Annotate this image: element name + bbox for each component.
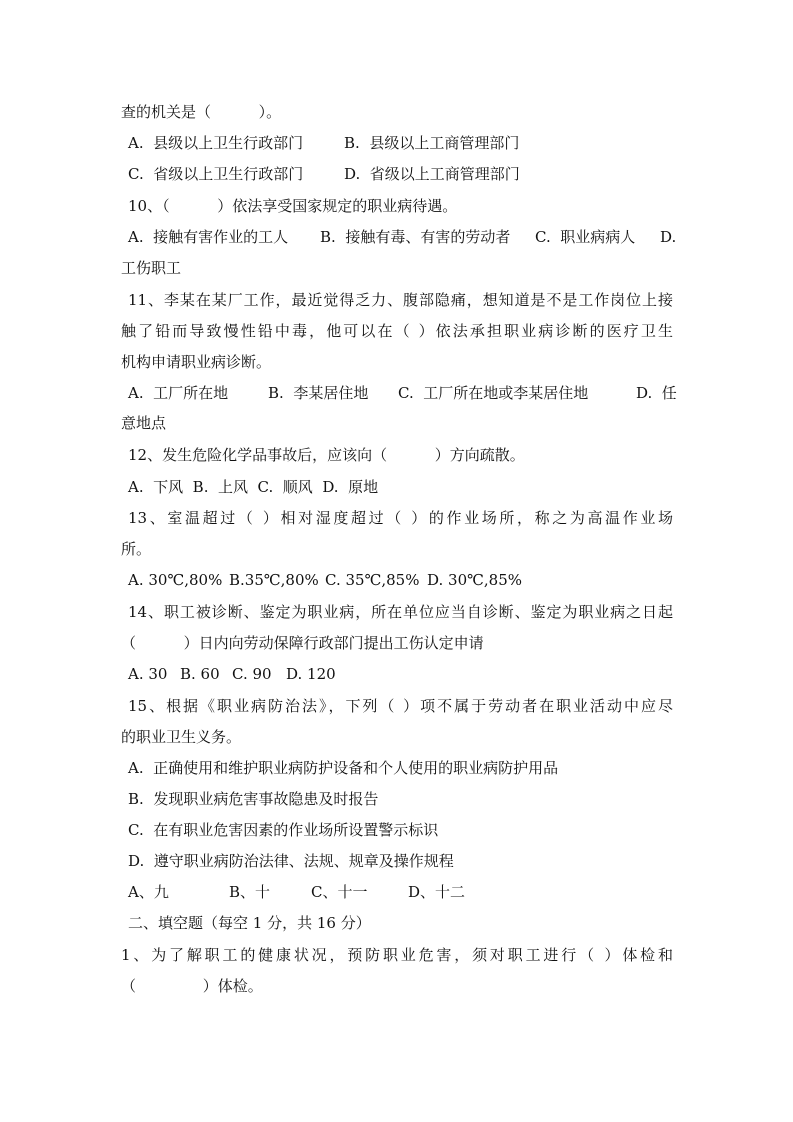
q12-stem: 12、发生危险化学品事故后，应该向（ ）方向疏散。 — [128, 446, 525, 464]
q10-option-c: C. 职业病病人 — [535, 228, 636, 246]
q11-option-c: C. 工厂所在地或李某居住地 — [398, 384, 589, 402]
q13-option-a: A. 30℃,80% — [128, 571, 223, 589]
q13-option-b: B.35℃,80% — [229, 571, 319, 589]
extra-option-a: A、九 — [128, 883, 169, 901]
q11-option-b: B. 李某居住地 — [268, 384, 369, 402]
q14-option-a: A. 30 — [128, 665, 168, 683]
q10-option-d-wrap: 工伤职工 — [121, 259, 182, 277]
q9-option-d: D. 省级以上工商管理部门 — [344, 165, 520, 183]
q11-stem-line2: 触了铅而导致慢性铅中毒，他可以在（ ）依法承担职业病诊断的医疗卫生 — [121, 322, 673, 340]
q11-option-d-wrap: 意地点 — [121, 414, 167, 432]
q15-option-a: A. 正确使用和维护职业病防护设备和个人使用的职业病防护用品 — [128, 759, 559, 777]
q9-stem-end: 查的机关是（ ）。 — [121, 103, 282, 121]
q9-option-a: A. 县级以上卫生行政部门 — [128, 134, 304, 152]
q10-option-a: A. 接触有害作业的工人 — [128, 228, 289, 246]
extra-option-c: C、十一 — [311, 883, 368, 901]
q11-stem-line1: 11、李某在某厂工作，最近觉得乏力、腹部隐痛，想知道是不是工作岗位上接 — [128, 291, 673, 309]
q11-option-d: D. 任 — [636, 384, 677, 402]
q14-stem-line1: 14、职工被诊断、鉴定为职业病，所在单位应当自诊断、鉴定为职业病之日起 — [128, 603, 673, 621]
q15-option-c: C. 在有职业危害因素的作业场所设置警示标识 — [128, 821, 439, 839]
fill-q1-line2: （ ）体检。 — [121, 977, 263, 995]
q13-option-d: D. 30℃,85% — [427, 571, 523, 589]
q10-option-d: D. — [660, 228, 677, 246]
section-title-fill-blank: 二、填空题（每空 1 分，共 16 分） — [128, 914, 371, 932]
q14-option-c: C. 90 — [232, 665, 272, 683]
q9-option-c: C. 省级以上卫生行政部门 — [128, 165, 304, 183]
q15-stem-line2: 的职业卫生义务。 — [121, 728, 242, 746]
q12-options: A. 下风 B. 上风 C. 顺风 D. 原地 — [128, 478, 379, 496]
q10-option-b: B. 接触有毒、有害的劳动者 — [320, 228, 511, 246]
q15-stem-line1: 15、根据《职业病防治法》，下列（ ）项不属于劳动者在职业活动中应尽 — [128, 697, 673, 715]
q11-stem-line3: 机构申请职业病诊断。 — [121, 353, 272, 371]
q13-stem-line2: 所。 — [121, 540, 152, 558]
q11-option-a: A. 工厂所在地 — [128, 384, 229, 402]
q15-option-d: D. 遵守职业病防治法律、法规、规章及操作规程 — [128, 852, 454, 870]
q9-option-b: B. 县级以上工商管理部门 — [344, 134, 520, 152]
q14-stem-line2: （ ）日内向劳动保障行政部门提出工伤认定申请 — [121, 634, 484, 652]
fill-q1-line1: 1、为了解职工的健康状况，预防职业危害，须对职工进行（ ）体检和 — [121, 946, 673, 964]
q14-option-d: D. 120 — [286, 665, 336, 683]
extra-option-b: B、十 — [229, 883, 271, 901]
extra-option-d: D、十二 — [408, 883, 466, 901]
q14-option-b: B. 60 — [180, 665, 220, 683]
q15-option-b: B. 发现职业病危害事故隐患及时报告 — [128, 790, 379, 808]
q10-stem: 10、（ ）依法享受国家规定的职业病待遇。 — [128, 197, 458, 215]
q13-stem-line1: 13、室温超过（ ）相对湿度超过（ ）的作业场所，称之为高温作业场 — [128, 509, 673, 527]
q13-option-c: C. 35℃,85% — [325, 571, 420, 589]
